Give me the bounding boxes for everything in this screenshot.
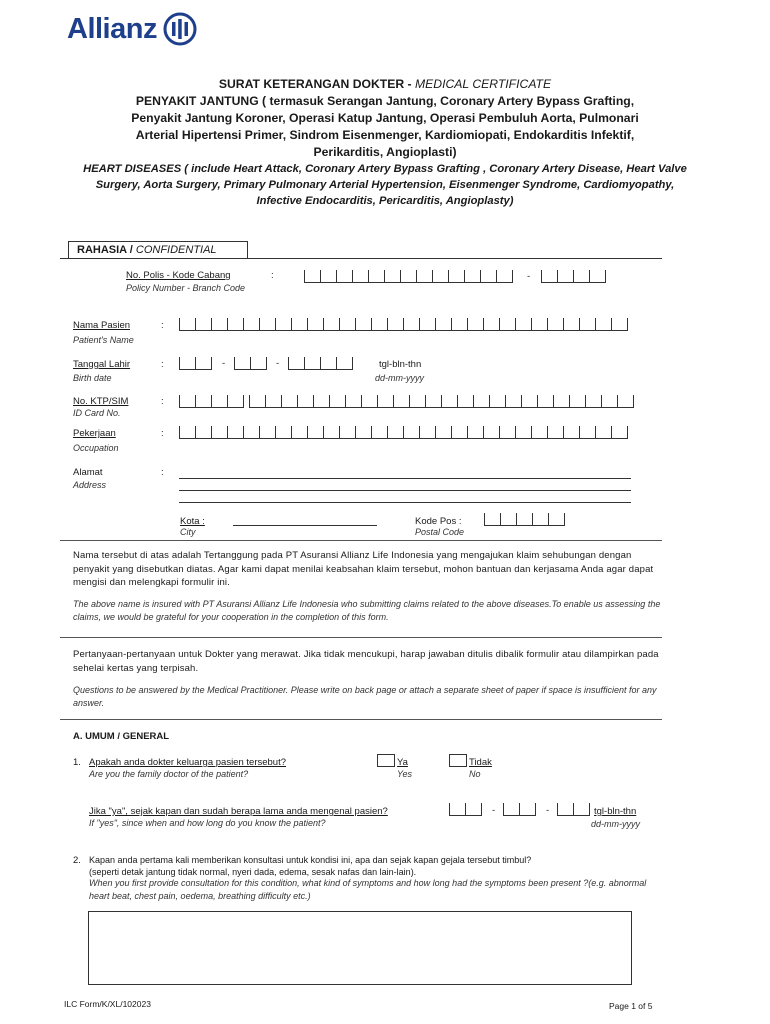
divider	[60, 258, 662, 259]
document-title: SURAT KETERANGAN DOKTER - MEDICAL CERTIFICATE PENYAKIT JANTUNG ( termasuk Serangan Jantung, Coronary Artery Bypass Grafting, Penyakit Jantung Koroner, Operasi Katup Jantung, Operasi Pembuluh Aorta, Pulmonari Arterial Hipertensi Primer, Sindrom Eisenmenger, Kardiomiopati, Endokarditis Infektif, Perikarditis, Angioplasti)	[131, 77, 639, 159]
policy-label-en: Policy Number - Branch Code	[126, 283, 246, 293]
address-line-1[interactable]	[179, 478, 631, 479]
patient-name-label: Nama Pasien	[73, 320, 131, 331]
yes-checkbox[interactable]	[377, 754, 395, 767]
q1-text: Apakah anda dokter keluarga pasien tersebut?	[89, 757, 286, 768]
allianz-logo	[67, 12, 197, 46]
city-input[interactable]	[233, 525, 377, 526]
patient-name-input[interactable]	[179, 318, 628, 331]
allianz-eagle-icon	[163, 12, 197, 46]
known-since-year-input[interactable]	[557, 803, 590, 816]
no-checkbox[interactable]	[449, 754, 467, 767]
id-card-number-input[interactable]	[249, 395, 634, 408]
q2-answer-box[interactable]	[88, 911, 632, 985]
birth-month-input[interactable]	[234, 357, 267, 370]
q2-text-en: When you first provide consultation for this condition, what kind of symptoms and how long had the symptoms been present ?(e.g. abnormal heart beat, chest pain, oedema, breathing difficulty etc.)	[89, 878, 647, 901]
id-card-label: No. KTP/SIM	[73, 396, 129, 407]
known-since-day-input[interactable]	[449, 803, 482, 816]
postal-code-input[interactable]	[484, 513, 565, 526]
divider	[60, 637, 662, 638]
address-line-3[interactable]	[179, 502, 631, 503]
policy-number-input[interactable]	[304, 270, 513, 283]
form-code: ILC Form/K/XL/102023	[64, 999, 151, 1009]
id-card-prefix-input[interactable]	[179, 395, 244, 408]
section-a-title: A. UMUM / GENERAL	[73, 731, 170, 742]
brand-name: Allianz	[67, 12, 157, 45]
document-subtitle: HEART DISEASES ( include Heart Attack, Coronary Artery Bypass Grafting , Coronary Artery Disease, Heart Valve Surgery, Aorta Surgery, Primary Pulmonary Arterial Hypertension, Eisenmenger Syndrome, Cardiomyopathy, Infective Endocarditis, Pericarditis, Angioplasty)	[83, 163, 687, 207]
branch-code-input[interactable]	[541, 270, 606, 283]
page-number: Page 1 of 5	[609, 1001, 653, 1011]
divider	[60, 540, 662, 541]
birth-day-input[interactable]	[179, 357, 212, 370]
address-line-2[interactable]	[179, 490, 631, 491]
birth-date-label: Tanggal Lahir	[73, 359, 131, 370]
occupation-label: Pekerjaan	[73, 428, 116, 439]
city-label: Kota :	[180, 516, 205, 527]
known-since-month-input[interactable]	[503, 803, 536, 816]
address-label: Alamat	[73, 467, 103, 478]
questions-note: Pertanyaan-pertanyaan untuk Dokter yang merawat. Jika tidak mencukupi, harap jawaban ditulis dibalik formulir atau dilampirkan pada sehelai kertas yang terpisah.	[73, 649, 659, 674]
confidential-label: RAHASIA / CONFIDENTIAL	[68, 241, 248, 258]
q1-followup-text: Jika "ya", sejak kapan dan sudah berapa lama anda mengenal pasien?	[89, 806, 388, 817]
divider	[60, 719, 662, 720]
intro-text-en: The above name is insured with PT Asuransi Allianz Life Indonesia who submitting claims related to the above diseases.To enable us assessing the claims, we would be grateful for your cooperation in the completion of this form.	[73, 599, 661, 622]
questions-note-en: Questions to be answered by the Medical Practitioner. Please write on back page or attach a separate sheet of paper if space is insufficient for any answer.	[73, 685, 657, 708]
policy-label: No. Polis - Kode Cabang	[126, 270, 231, 281]
intro-text: Nama tersebut di atas adalah Tertanggung pada PT Asuransi Allianz Life Indonesia yang mengajukan klaim sehubungan dengan penyakit yang disebutkan diatas. Agar kami dapat menilai keabsahan klaim tersebut, mohon bantuan dan kerjasama Anda agar dapat mengisi dan melengkapi formulir ini.	[73, 550, 654, 588]
q2-text: Kapan anda pertama kali memberikan konsultasi untuk kondisi ini, apa dan sejak kapan gejala tersebut timbul?	[89, 855, 532, 865]
occupation-input[interactable]	[179, 426, 628, 439]
postal-code-label: Kode Pos :	[415, 516, 462, 527]
birth-year-input[interactable]	[288, 357, 353, 370]
